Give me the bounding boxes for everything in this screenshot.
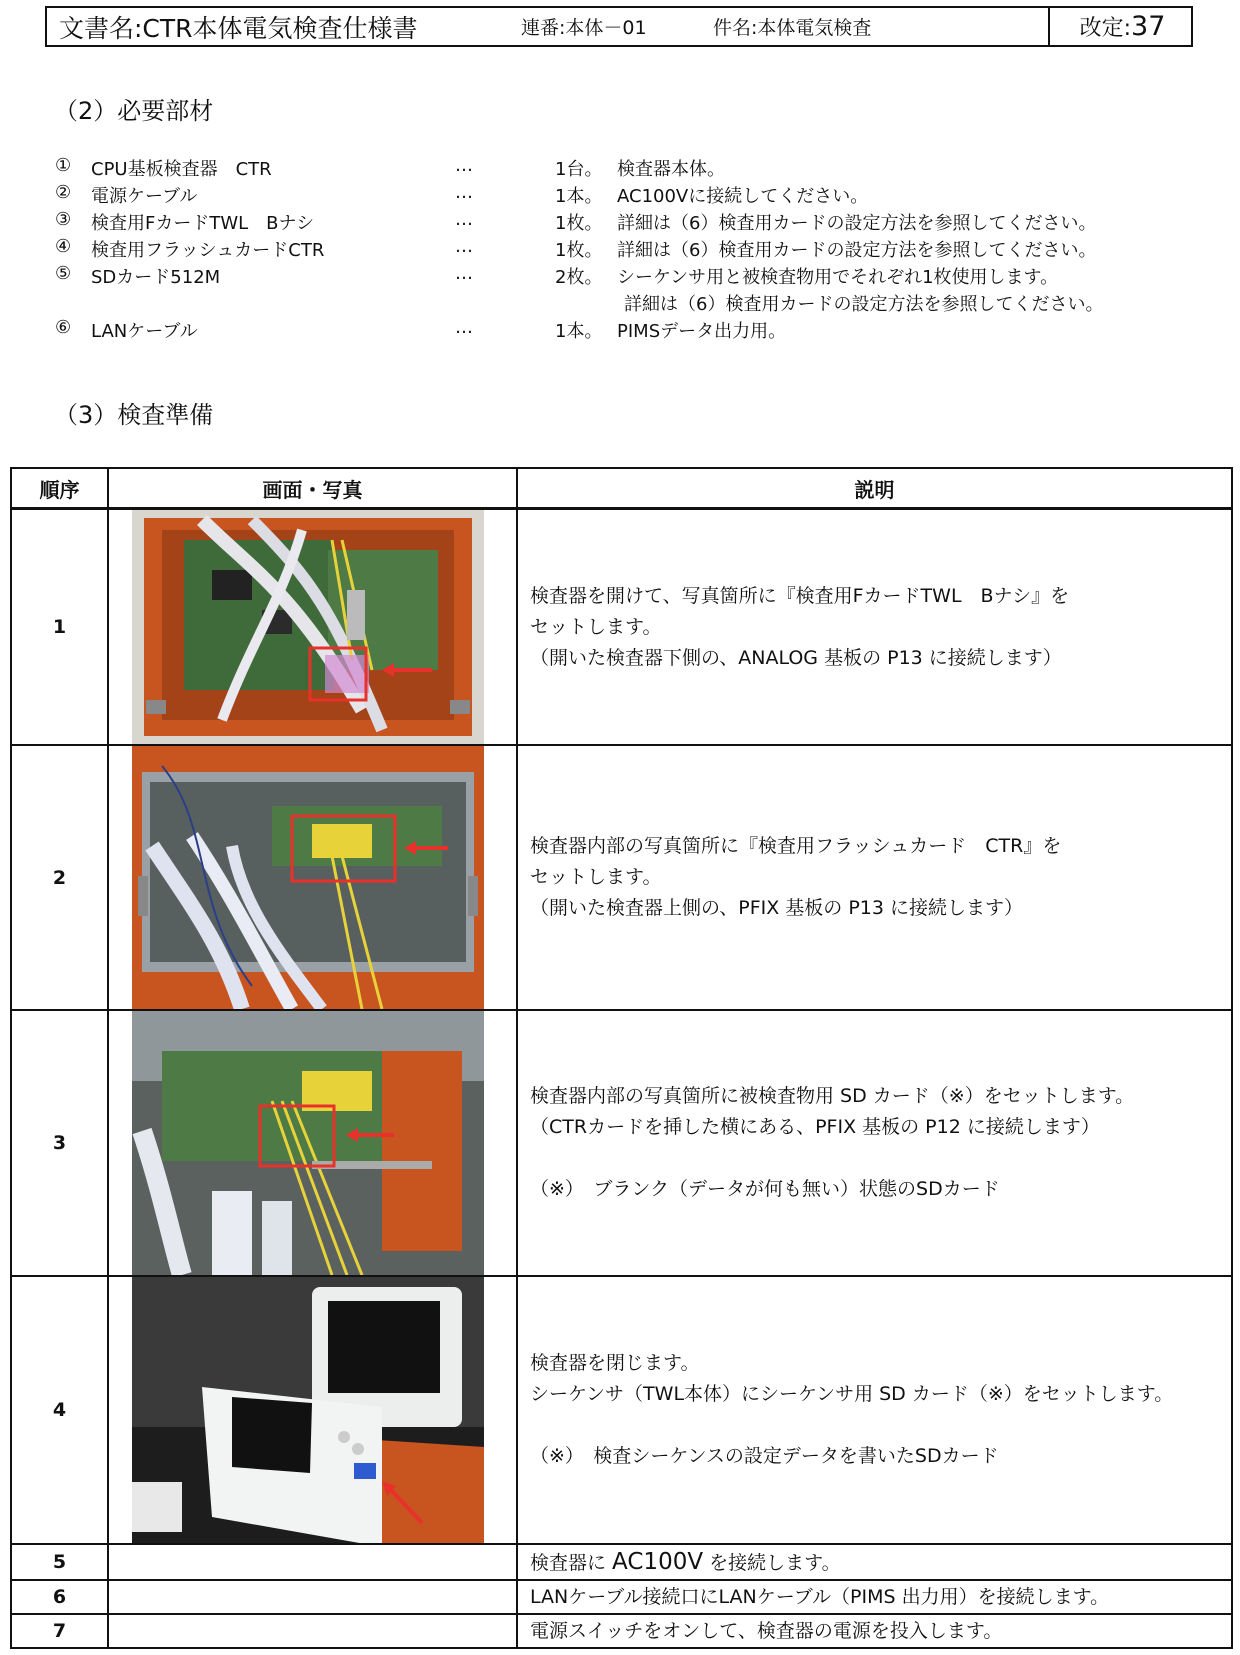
row-description <box>518 1011 1231 1275</box>
desc-line: LANケーブル接続口にLANケーブル（PIMS 出力用）を接続します。 <box>530 1586 1110 1608</box>
doc-subject: 件名:本体電気検査 <box>713 17 872 39</box>
row-number: 7 <box>52 1620 67 1642</box>
item-number: ④ <box>55 236 72 257</box>
item-note: シーケンサ用と被検査物用でそれぞれ1枚使用します。 <box>617 267 1059 288</box>
header-photo: 画面・写真 <box>262 477 363 502</box>
material-item <box>55 236 1195 263</box>
desc-line: 検査器内部の写真箇所に『検査用フラッシュカード CTR』を <box>530 835 1062 857</box>
desc-text: を接続します。 <box>703 1551 841 1574</box>
doc-name: 文書名:CTR本体電気検査仕様書 <box>59 13 418 43</box>
item-note: 詳細は（6）検査用カードの設定方法を参照してください。 <box>624 294 1104 315</box>
desc-line: 電源スイッチをオンして、検査器の電源を投入します。 <box>530 1620 1003 1642</box>
item-dots: … <box>455 155 473 176</box>
item-name: CPU基板検査器 CTR <box>91 159 272 180</box>
material-item <box>55 182 1195 209</box>
row-description <box>518 1581 1231 1613</box>
row-description <box>518 1615 1231 1647</box>
desc-line: セットします。 <box>530 866 662 888</box>
material-item <box>55 209 1195 236</box>
desc-line: セットします。 <box>530 615 662 638</box>
desc-line: （※） 検査シーケンスの設定データを書いたSDカード <box>530 1445 999 1467</box>
photo-tester-inside-sd-slot <box>132 1011 484 1275</box>
revision-value: 37 <box>1131 11 1166 42</box>
item-qty: 1本。 <box>555 186 603 207</box>
item-name: LANケーブル <box>91 321 198 342</box>
item-name: 検査用FカードTWL Bナシ <box>91 213 315 234</box>
desc-line: 検査器を閉じます。 <box>530 1352 700 1374</box>
item-qty: 2枚。 <box>555 267 603 288</box>
row-number: 6 <box>52 1586 67 1608</box>
item-dots: … <box>455 263 473 284</box>
desc-line: シーケンサ（TWL本体）にシーケンサ用 SD カード（※）をセットします。 <box>530 1383 1174 1405</box>
item-dots: … <box>455 317 473 338</box>
item-note: 詳細は（6）検査用カードの設定方法を参照してください。 <box>617 240 1097 261</box>
procedure-table <box>10 467 1233 1649</box>
photo-tester-open-analog-board <box>132 510 484 744</box>
item-dots: … <box>455 209 473 230</box>
row-number: 5 <box>52 1551 67 1573</box>
item-number: ③ <box>55 209 72 230</box>
section-inspection-preparation-title: （3）検査準備 <box>54 401 214 429</box>
item-note: AC100Vに接続してください。 <box>617 186 869 207</box>
table-row <box>12 746 1231 1011</box>
desc-line: 検査器を開けて、写真箇所に『検査用FカードTWL Bナシ』を <box>530 584 1070 607</box>
material-item <box>55 263 1195 290</box>
desc-line: （開いた検査器上側の、PFIX 基板の P13 に接続します） <box>530 897 1024 919</box>
table-row <box>12 1277 1231 1545</box>
desc-text: 検査器に <box>530 1551 613 1574</box>
table-row <box>12 510 1231 746</box>
material-item <box>55 155 1195 182</box>
item-qty: 1本。 <box>555 321 603 342</box>
header-order: 順序 <box>39 477 80 502</box>
row-number: 2 <box>52 866 67 889</box>
item-note: PIMSデータ出力用。 <box>617 321 787 342</box>
item-name: 電源ケーブル <box>91 186 198 207</box>
header-description: 説明 <box>854 477 895 502</box>
item-name: SDカード512M <box>91 267 221 288</box>
row-number: 3 <box>52 1132 67 1154</box>
row-number: 4 <box>52 1399 67 1421</box>
desc-line: （開いた検査器下側の、ANALOG 基板の P13 に接続します） <box>530 646 1062 669</box>
material-item-continuation <box>55 290 1195 317</box>
item-note: 詳細は（6）検査用カードの設定方法を参照してください。 <box>617 213 1097 234</box>
doc-serial: 連番:本体－01 <box>521 17 647 39</box>
item-note: 検査器本体。 <box>617 159 725 180</box>
item-qty: 1枚。 <box>555 240 603 261</box>
desc-line: 検査器内部の写真箇所に被検査物用 SD カード（※）をセットします。 <box>530 1085 1135 1107</box>
item-dots: … <box>455 236 473 257</box>
item-qty: 1台。 <box>555 159 603 180</box>
item-number: ① <box>55 155 72 176</box>
row-description <box>518 1545 1231 1579</box>
item-dots: … <box>455 182 473 203</box>
item-name: 検査用フラッシュカードCTR <box>91 240 325 261</box>
column-divider <box>107 469 109 1647</box>
revision-cell <box>1048 8 1195 45</box>
desc-voltage: AC100V <box>612 1548 704 1575</box>
table-row <box>12 1581 1231 1615</box>
section-required-materials-title: （2）必要部材 <box>54 97 214 125</box>
table-header-row <box>12 469 1231 510</box>
photo-tester-inside-pfix-board <box>132 746 484 1009</box>
item-number: ⑤ <box>55 263 72 284</box>
item-number: ⑥ <box>55 317 72 338</box>
material-item <box>55 317 1195 344</box>
photo-sequencer-sd-card <box>132 1277 484 1543</box>
row-description <box>518 510 1231 744</box>
table-row <box>12 1011 1231 1277</box>
row-description <box>518 746 1231 1009</box>
revision-label: 改定: <box>1079 16 1132 41</box>
row-number: 1 <box>52 616 67 638</box>
document-header <box>45 6 1193 47</box>
item-qty: 1枚。 <box>555 213 603 234</box>
desc-line: （※） ブランク（データが何も無い）状態のSDカード <box>530 1178 1000 1200</box>
column-divider <box>516 469 518 1647</box>
table-row <box>12 1615 1231 1647</box>
desc-line: （CTRカードを挿した横にある、PFIX 基板の P12 に接続します） <box>530 1116 1100 1138</box>
materials-list <box>55 155 1195 344</box>
row-description <box>518 1277 1231 1543</box>
item-number: ② <box>55 182 72 203</box>
table-row <box>12 1545 1231 1581</box>
